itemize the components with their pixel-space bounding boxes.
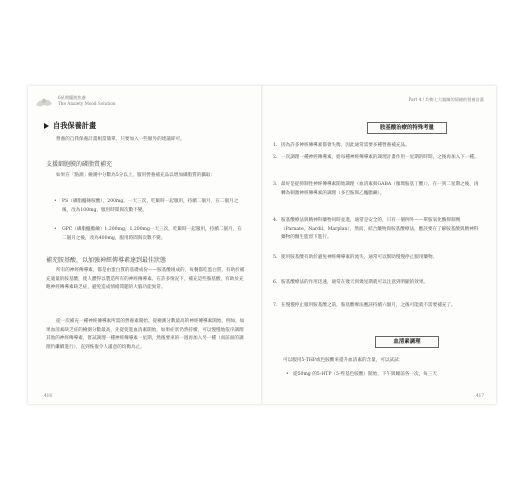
subheading-phospholipid: 支援細胞膜的磷脂質補充 (46, 161, 113, 168)
list-item-text: 胺基酸療法的作用迅速，通常在幾天到幾星期就可以注意到明顯的效果。 (281, 280, 429, 285)
list-item (273, 142, 481, 151)
triangle-bullet-icon (44, 123, 49, 129)
book-logo-icon (34, 94, 54, 113)
list-item-text: 胺基酸療法與精神科藥物同時並進，通常是安全的，只有一個例外——單胺氧化酶抑制劑（Parnate、Nardil、Marplan），然而，結合藥物與胺基酸療法，應該要在了解胺基酸與精神科藥物的醫生監督下進行。 (281, 218, 479, 241)
section-title (44, 121, 96, 131)
list-item-number: 3. (273, 182, 278, 187)
box-title-amino-acid-considerations: 胺基酸治療的特殊考量 (367, 122, 447, 134)
list-item (273, 254, 481, 263)
paragraph-serotonin: 可以服用5-THP或色胺酸來提升血清素的含量，可以試試： (283, 358, 404, 363)
bullet-ps (54, 198, 242, 215)
intro-paragraph: 營養的自我保養計畫相當簡單，只要加入一些額外的建議即可。 (56, 137, 185, 142)
running-header-right: Part 4 / 均衡七大腦關的情緒的營養計畫 (408, 97, 484, 102)
subheading-amino-acids: 補充胺基酸，以加強神經傳導素達到最佳狀態 (46, 257, 167, 264)
list-item-number: 1. (273, 143, 278, 148)
paragraph-one-at-a-time: 從一次補充一種神經傳導素所需的營養素開始。從檢測分數最高的神經傳導素開始，例如，如果血清素缺乏症的檢測分數最高，先從促進血清素開始，如果症狀仍然持續，可以慢慢地依序調理其他的神經傳導素，嘗試調理一種神經傳導素一星期，然後要來的一週再加入另一種（而前面的調理仍繼續進行），直到恢復令人滿意的均衡為止。 (46, 319, 245, 350)
bullet-text: 從50mg 的5-HTP（5-羥基色胺酸）開始，下午與睡前各一次，每三天 (293, 372, 437, 377)
bullet-gpc (54, 226, 242, 243)
list-item-text: 使用胺基酸有助於避免神經傳導素的流失，通常可以幫助慢慢停止服用藥物。 (281, 255, 438, 260)
bullet-5htp (286, 371, 483, 380)
paragraph-amino-acids: 所有的神經傳導素，都是由蛋白質的基礎成份——胺基酸組成的，每餐都吃蛋白質，有助於補充適量的胺基酸，使人體得以製造所有的神經傳導素。在許多情況下，補充這些胺基酸，有助於充飽神經傳導素缺乏症，避免造成情緒問題的大腦功能異常。 (46, 268, 245, 291)
right-page (263, 86, 496, 404)
list-item-number: 4. (273, 218, 278, 223)
book-subtitle: The Anxiety Mood Solution (58, 100, 116, 106)
list-item (273, 302, 481, 311)
bullet-icon: • (286, 372, 289, 377)
page-number-right: 417 (476, 393, 484, 398)
list-item-number: 2. (273, 155, 278, 160)
paragraph-phospholipid: 如果在「點測」檢測中分數為5分以上，服用營養補充品以增加磷脂質的攝取： (56, 173, 216, 178)
list-item (273, 154, 481, 163)
bullet-icon: • (54, 199, 57, 204)
left-page (28, 86, 261, 404)
list-item-text: 在慢慢停止服用胺基酸之前，胺基酸療法應該持續六個月，之後可能就不需要補充了。 (281, 303, 456, 308)
list-item-number: 5. (273, 255, 278, 260)
list-item-text: 一次調理一種神經傳導素，給每種神經傳導素的調理計畫作用一星期的時間，之後再加入下一種。 (281, 155, 479, 160)
book-title: 6星期擺脫焦慮 (58, 95, 86, 100)
bullet-icon: • (54, 227, 57, 232)
list-item-text: 因為許多神經傳導素都會失衡，因此通常需要多種營養補充品。 (281, 143, 410, 148)
bullet-text: GPC（磷脂醯膽鹼）1,200mg，1,200mg一天三次，吃飯時一起服用，持續二個月，在二個月之後，改為400mg，服用時間與次數不變。 (62, 227, 242, 241)
list-item-number: 7. (273, 303, 278, 308)
box-title-serotonin: 血清素調理 (375, 336, 439, 348)
list-item (273, 181, 481, 198)
book-spread (28, 86, 496, 404)
list-item (273, 217, 481, 243)
list-item-number: 6. (273, 280, 278, 285)
list-item-text: 最好是從抑制性神經傳導素開始調理（血清素與GABA（伽瑪胺基丁酸）），在一到二星期之後，再轉為刺激神經傳導素的調理（多巴胺與乙醯膽鹼）。 (281, 182, 479, 196)
page-number-left: 416 (44, 393, 52, 398)
running-header (58, 95, 116, 106)
section-title-text: 自我保養計畫 (53, 121, 97, 130)
list-item (273, 279, 481, 288)
bullet-text: PS（磷脂醯絲胺酸），200mg，一天三次，吃飯時一起服用，持續二個月，在二個月之後，改為100mg，服用時間與次數不變。 (62, 199, 239, 213)
